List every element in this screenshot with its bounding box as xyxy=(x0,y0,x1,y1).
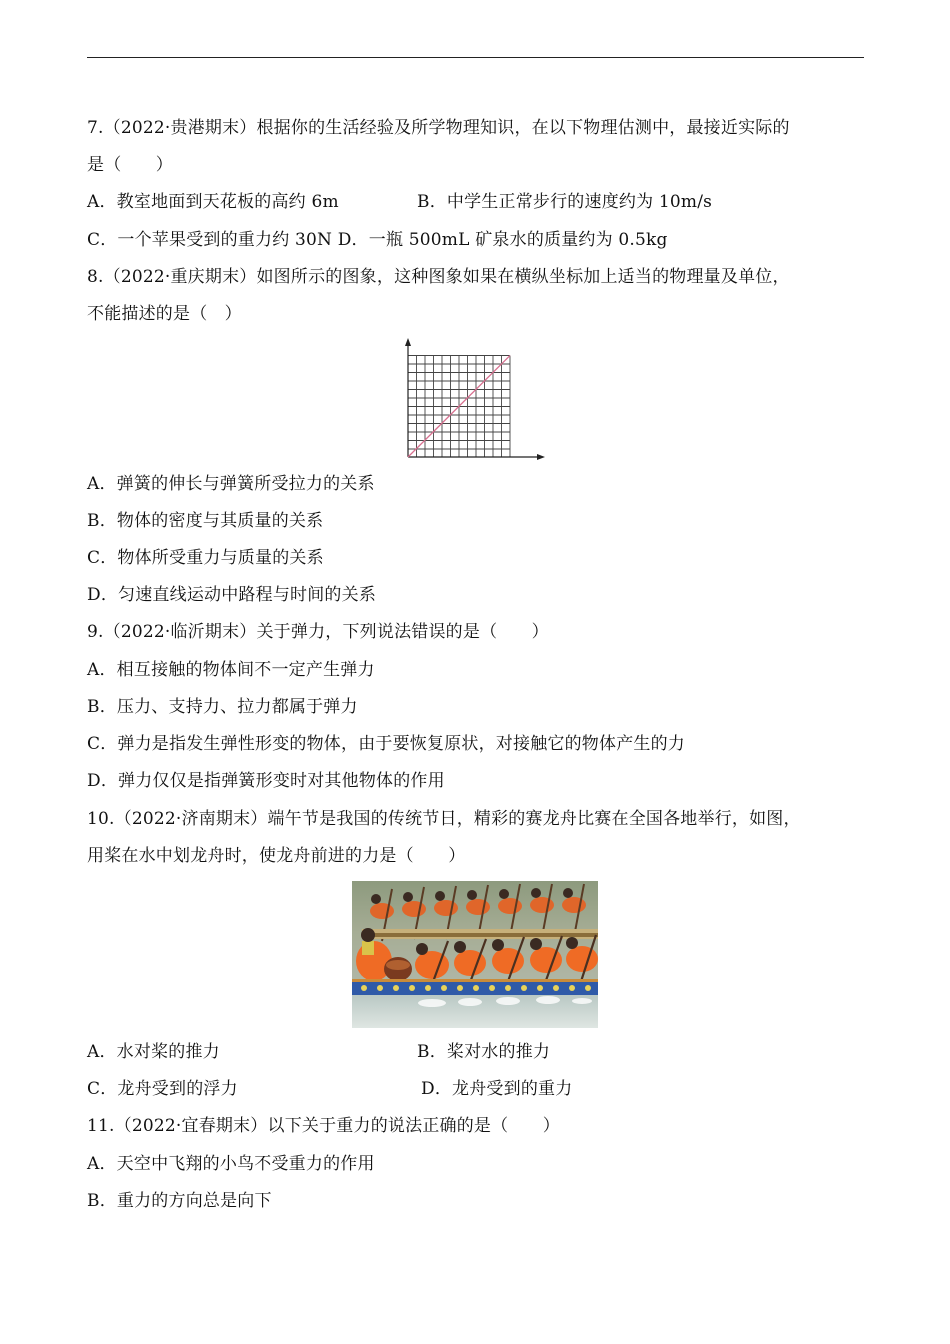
q10-option-b: B．桨对水的推力 xyxy=(417,1042,551,1062)
q8-option-a: A．弹簧的伸长与弹簧所受拉力的关系 xyxy=(87,474,375,494)
q9-option-c: C．弹力是指发生弹性形变的物体，由于要恢复原状，对接触它的物体产生的力 xyxy=(87,734,686,754)
q9-option-a: A．相互接触的物体间不一定产生弹力 xyxy=(87,660,375,680)
q8-option-c: C．物体所受重力与质量的关系 xyxy=(87,548,324,568)
q8-stem-line1: 8.（2022·重庆期末）如图所示的图象，这种图象如果在横纵坐标加上适当的物理量及单位， xyxy=(87,267,790,287)
q7-option-c-d: C．一个苹果受到的重力约 30N D．一瓶 500mL 矿泉水的质量约为 0.5kg xyxy=(87,230,668,250)
q7-stem-line1: 7.（2022·贵港期末）根据你的生活经验及所学物理知识，在以下物理估测中，最接近实际的 xyxy=(87,118,790,138)
q9-stem: 9.（2022·临沂期末）关于弹力，下列说法错误的是（ ） xyxy=(87,622,549,642)
q11-option-a: A．天空中飞翔的小鸟不受重力的作用 xyxy=(87,1154,375,1174)
q7-stem-line2: 是（ ） xyxy=(87,155,173,175)
q10-stem-line2: 用桨在水中划龙舟时，使龙舟前进的力是（ ） xyxy=(87,846,466,866)
q10-option-d: D．龙舟受到的重力 xyxy=(421,1079,573,1099)
q8-stem-line2: 不能描述的是（ ） xyxy=(87,304,242,324)
q9-option-b: B．压力、支持力、拉力都属于弹力 xyxy=(87,697,358,717)
dragon-boat-photo xyxy=(352,881,598,1028)
q8-option-d: D．匀速直线运动中路程与时间的关系 xyxy=(87,585,377,605)
q10-stem-line1: 10.（2022·济南期末）端午节是我国的传统节日，精彩的赛龙舟比赛在全国各地举行，如图， xyxy=(87,809,801,829)
q10-option-c: C．龙舟受到的浮力 xyxy=(87,1079,238,1099)
q9-option-d: D．弹力仅仅是指弹簧形变时对其他物体的作用 xyxy=(87,771,445,791)
q7-option-b: B．中学生正常步行的速度约为 10m/s xyxy=(417,192,713,212)
header-rule xyxy=(87,57,864,58)
q8-option-b: B．物体的密度与其质量的关系 xyxy=(87,511,324,531)
q8-linear-graph xyxy=(395,336,550,464)
q11-stem: 11.（2022·宜春期末）以下关于重力的说法正确的是（ ） xyxy=(87,1116,560,1136)
q10-option-a: A．水对桨的推力 xyxy=(87,1042,220,1062)
q7-option-a: A．教室地面到天花板的高约 6m xyxy=(87,192,339,212)
q11-option-b: B．重力的方向总是向下 xyxy=(87,1191,272,1211)
